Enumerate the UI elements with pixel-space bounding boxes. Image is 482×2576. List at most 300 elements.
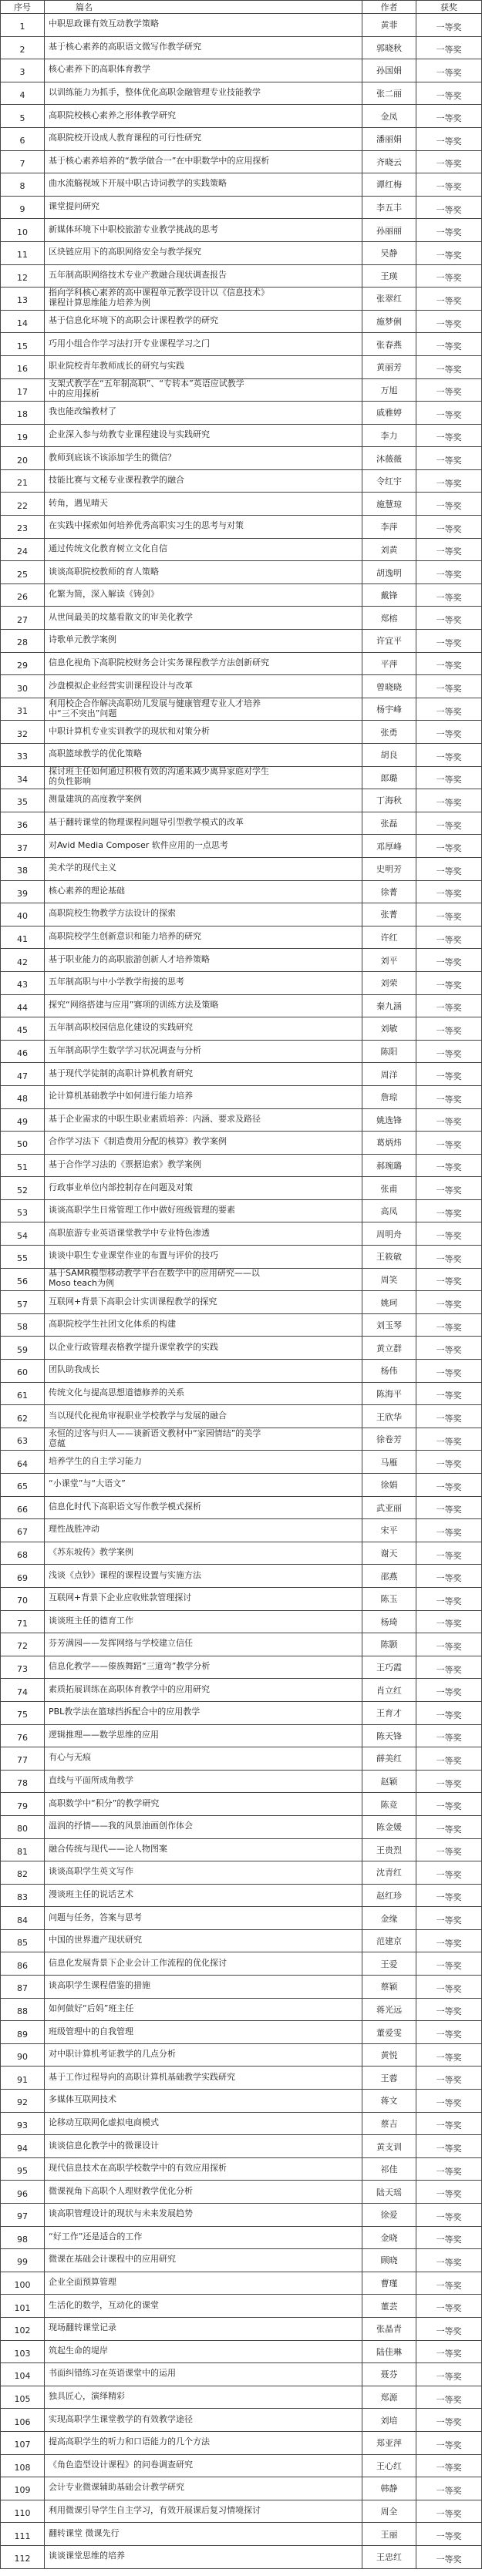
row-index: 85 <box>1 1930 45 1952</box>
table-row <box>1 447 482 470</box>
row-index: 88 <box>1 1999 45 2021</box>
row-award: 一等奖 <box>416 2158 482 2181</box>
table-row <box>1 1063 482 1086</box>
row-title: 微课视角下高职个人理财教学优化分析 <box>45 2181 362 2203</box>
row-author: 徐爱 <box>362 2204 416 2226</box>
table-row <box>1 1976 482 1999</box>
row-title: 五年制高职学生数学学习状况调查与分析 <box>45 1041 362 1063</box>
row-title: 核心素养下的高职体育教学 <box>45 59 362 82</box>
row-index: 48 <box>1 1086 45 1108</box>
table-row <box>1 356 482 379</box>
table-row <box>1 1588 482 1611</box>
row-title: 传统文化与提高思想道德修养的关系 <box>45 1383 362 1405</box>
row-title: 问题与任务，答案与思考 <box>45 1907 362 1929</box>
row-title: 基于现代学徒制的高职计算机教育研究 <box>45 1063 362 1085</box>
table-row <box>1 59 482 82</box>
row-author: 周洋 <box>362 1063 416 1085</box>
row-award: 一等奖 <box>416 789 482 812</box>
row-award: 一等奖 <box>416 1611 482 1633</box>
table-row <box>1 2067 482 2090</box>
row-title: 五年制高职与中小学教学衔接的思考 <box>45 972 362 994</box>
table-row <box>1 242 482 265</box>
row-index: 102 <box>1 2318 45 2340</box>
row-title: 诗歌单元教学案例 <box>45 630 362 652</box>
row-award: 一等奖 <box>416 447 482 469</box>
table-row <box>1 37 482 60</box>
row-author: 黄支训 <box>362 2135 416 2157</box>
row-author: 陈海平 <box>362 1383 416 1405</box>
row-index: 111 <box>1 2523 45 2545</box>
row-title: 高职院校学生创新意识和能力培养的研究 <box>45 926 362 949</box>
row-award: 一等奖 <box>416 2249 482 2272</box>
row-index: 49 <box>1 1109 45 1132</box>
row-title: 信息化时代下高职语文写作教学模式探析 <box>45 1497 362 1519</box>
row-author: 谢天 <box>362 1542 416 1565</box>
row-author: 周明舟 <box>362 1222 416 1245</box>
row-index: 62 <box>1 1405 45 1428</box>
row-award: 一等奖 <box>416 949 482 971</box>
row-author: 王育才 <box>362 1702 416 1724</box>
table-row <box>1 2090 482 2113</box>
table-row <box>1 1132 482 1155</box>
row-award: 一等奖 <box>416 1360 482 1382</box>
row-author: 许红 <box>362 926 416 949</box>
row-author: 刘玉琴 <box>362 1314 416 1337</box>
row-author: 董芸 <box>362 2295 416 2317</box>
row-title: 对Avid Media Composer 软件应用的一点思考 <box>45 835 362 857</box>
table-row <box>1 265 482 288</box>
table-row <box>1 1428 482 1451</box>
row-author: 戚雅婷 <box>362 402 416 424</box>
table-row <box>1 2181 482 2204</box>
row-award: 一等奖 <box>416 1930 482 1952</box>
row-title: 谈谈高职院校教师的育人策略 <box>45 561 362 583</box>
row-award: 一等奖 <box>416 1861 482 1884</box>
row-author: 赵红珍 <box>362 1885 416 1907</box>
row-award: 一等奖 <box>416 37 482 59</box>
row-index: 44 <box>1 995 45 1017</box>
row-award: 一等奖 <box>416 1017 482 1040</box>
table-row <box>1 858 482 881</box>
row-title: 团队助我成长 <box>45 1360 362 1382</box>
table-row <box>1 1269 482 1292</box>
row-index: 28 <box>1 630 45 652</box>
row-title: 基于职业能力的高职旅游创新人才培养策略 <box>45 949 362 971</box>
row-author: 谭红梅 <box>362 173 416 196</box>
row-award: 一等奖 <box>416 1725 482 1747</box>
row-award: 一等奖 <box>416 653 482 675</box>
row-author: 许宜平 <box>362 630 416 652</box>
table-row <box>1 1565 482 1588</box>
row-author: 祁佳 <box>362 2158 416 2181</box>
row-award: 一等奖 <box>416 1405 482 1428</box>
table-row <box>1 2477 482 2500</box>
table-header <box>1 0 482 14</box>
row-author: 徐卷芳 <box>362 1428 416 1451</box>
row-award: 一等奖 <box>416 2135 482 2157</box>
row-index: 108 <box>1 2455 45 2477</box>
row-index: 26 <box>1 584 45 607</box>
row-title: 职业院校青年教师成长的研究与实践 <box>45 356 362 378</box>
row-award: 一等奖 <box>416 2409 482 2431</box>
table-row <box>1 812 482 836</box>
row-author: 周笑 <box>362 1269 416 1291</box>
row-author: 沐薇薇 <box>362 447 416 469</box>
row-award: 一等奖 <box>416 219 482 241</box>
row-award: 一等奖 <box>416 1200 482 1222</box>
row-author: 刘黄 <box>362 539 416 561</box>
row-index: 54 <box>1 1222 45 1245</box>
row-index: 79 <box>1 1793 45 1815</box>
row-title: 支架式教学在“五年制高职”、“专转本”英语应试教学 中的应用探析 <box>45 379 362 402</box>
row-author: 邓厚峰 <box>362 835 416 857</box>
row-author: 吴静 <box>362 242 416 264</box>
table-row <box>1 1907 482 1930</box>
row-title: 基于翻转课堂的物理课程问题导引型教学模式的改革 <box>45 812 362 835</box>
row-title: 美术学的现代主义 <box>45 858 362 880</box>
row-index: 58 <box>1 1314 45 1337</box>
row-author: 陆佳琳 <box>362 2341 416 2363</box>
table-row <box>1 197 482 220</box>
row-award: 一等奖 <box>416 2432 482 2454</box>
row-award: 一等奖 <box>416 1702 482 1724</box>
row-index: 106 <box>1 2409 45 2431</box>
row-award: 一等奖 <box>416 1633 482 1656</box>
row-award: 一等奖 <box>416 2318 482 2340</box>
table-row <box>1 1177 482 1200</box>
row-index: 78 <box>1 1771 45 1793</box>
row-author: 黄悦 <box>362 2044 416 2067</box>
row-award: 一等奖 <box>416 2341 482 2363</box>
row-index: 25 <box>1 561 45 583</box>
row-award: 一等奖 <box>416 1839 482 1861</box>
row-author: 葛炳炜 <box>362 1132 416 1154</box>
row-author: 张勇 <box>362 721 416 743</box>
row-title: 巧用小组合作学习法打开专业课程学习之门 <box>45 333 362 355</box>
row-index: 51 <box>1 1155 45 1177</box>
row-index: 52 <box>1 1177 45 1199</box>
row-award: 一等奖 <box>416 1588 482 1610</box>
row-author: 张二丽 <box>362 82 416 105</box>
row-award: 一等奖 <box>416 995 482 1017</box>
table-row <box>1 1679 482 1702</box>
row-award: 一等奖 <box>416 1771 482 1793</box>
table-row <box>1 1519 482 1542</box>
row-title: 会计专业微课辅助基础会计教学研究 <box>45 2477 362 2500</box>
row-author: 郝琬璐 <box>362 1155 416 1177</box>
row-index: 1 <box>1 14 45 36</box>
row-award: 一等奖 <box>416 1542 482 1565</box>
row-title: 转角，遇见晴天 <box>45 493 362 515</box>
table-row <box>1 1861 482 1885</box>
row-index: 82 <box>1 1861 45 1884</box>
row-author: 曹瑾 <box>362 2272 416 2295</box>
row-title: 当以现代化视角审视职业学校教学与发展的融合 <box>45 1405 362 1428</box>
row-award: 一等奖 <box>416 767 482 789</box>
row-award: 一等奖 <box>416 2021 482 2043</box>
table-row <box>1 2386 482 2410</box>
table-row <box>1 2341 482 2364</box>
row-author: 武亚丽 <box>362 1497 416 1519</box>
table-row <box>1 903 482 926</box>
row-title: 基于合作学习法的《票据追索》教学案例 <box>45 1155 362 1177</box>
table-row <box>1 1474 482 1497</box>
row-author: 胡良 <box>362 744 416 766</box>
row-author: 张春燕 <box>362 333 416 355</box>
row-award: 一等奖 <box>416 744 482 766</box>
row-index: 23 <box>1 516 45 538</box>
table-row <box>1 1999 482 2022</box>
table-row <box>1 1155 482 1178</box>
row-title: 对中职计算机考证教学的几点分析 <box>45 2044 362 2067</box>
row-author: 肖立红 <box>362 1679 416 1701</box>
row-author: 张晶青 <box>362 2318 416 2340</box>
row-title: 书面纠错练习在英语课堂中的运用 <box>45 2363 362 2386</box>
header-award: 获奖 <box>416 1 482 13</box>
table-row <box>1 767 482 790</box>
row-index: 66 <box>1 1497 45 1519</box>
row-index: 14 <box>1 311 45 333</box>
row-title: 芬芳满园——发挥网络与学校建立信任 <box>45 1633 362 1656</box>
table-row <box>1 2227 482 2250</box>
row-title: 有心与无痕 <box>45 1747 362 1770</box>
row-title: 核心素养的理论基础 <box>45 881 362 903</box>
row-index: 24 <box>1 539 45 561</box>
row-author: 高凤 <box>362 1200 416 1222</box>
row-award: 一等奖 <box>416 425 482 447</box>
row-title: 生活化的数学，互动化的课堂 <box>45 2295 362 2317</box>
row-index: 101 <box>1 2295 45 2317</box>
row-award: 一等奖 <box>416 242 482 264</box>
row-award: 一等奖 <box>416 2090 482 2112</box>
row-author: 潘丽娟 <box>362 128 416 150</box>
table-row <box>1 470 482 493</box>
row-author: 郭晓秋 <box>362 37 416 59</box>
row-author: 郎璐 <box>362 767 416 789</box>
table-row <box>1 219 482 242</box>
table-row <box>1 288 482 311</box>
row-award: 一等奖 <box>416 698 482 721</box>
row-award: 一等奖 <box>416 1383 482 1405</box>
row-index: 104 <box>1 2363 45 2386</box>
header-title: 篇名 <box>45 1 362 13</box>
row-author: 聂芬 <box>362 2363 416 2386</box>
row-award: 一等奖 <box>416 607 482 629</box>
table-row <box>1 675 482 698</box>
row-author: 黄菲 <box>362 14 416 36</box>
row-author: 李力 <box>362 425 416 447</box>
row-title: 提高高职学生的听力和口语能力的几个方法 <box>45 2432 362 2454</box>
row-title: 测量建筑的高度教学案例 <box>45 789 362 812</box>
row-award: 一等奖 <box>416 82 482 105</box>
row-author: 杨伟 <box>362 1360 416 1382</box>
row-author: 范建京 <box>362 1930 416 1952</box>
row-index: 67 <box>1 1519 45 1542</box>
table-row <box>1 1497 482 1520</box>
row-index: 70 <box>1 1588 45 1610</box>
row-author: 顾晓 <box>362 2249 416 2272</box>
row-title: 信息化教学——傣族舞蹈“三道弯”教学分析 <box>45 1656 362 1679</box>
row-index: 107 <box>1 2432 45 2454</box>
table-row <box>1 2113 482 2136</box>
row-title: 技能比赛与文秘专业课程教学的融合 <box>45 470 362 493</box>
table-row <box>1 949 482 972</box>
row-title: 高职旅游专业英语课堂教学中专业特色渗透 <box>45 1222 362 1245</box>
row-award: 一等奖 <box>416 493 482 515</box>
table-row <box>1 1633 482 1656</box>
row-author: 薛美红 <box>362 1747 416 1770</box>
row-author: 赵颖 <box>362 1771 416 1793</box>
row-index: 41 <box>1 926 45 949</box>
row-index: 64 <box>1 1451 45 1473</box>
table-row <box>1 2546 482 2569</box>
row-index: 61 <box>1 1383 45 1405</box>
row-index: 21 <box>1 470 45 493</box>
row-author: 詹琼 <box>362 1086 416 1108</box>
row-title: 直线与平面所成角教学 <box>45 1771 362 1793</box>
table-row <box>1 311 482 334</box>
row-index: 27 <box>1 607 45 629</box>
row-title: 谈谈高职学生英文写作 <box>45 1861 362 1884</box>
table-row <box>1 1109 482 1132</box>
table-row <box>1 1725 482 1748</box>
table-row <box>1 561 482 584</box>
row-index: 110 <box>1 2500 45 2523</box>
row-title: 曲水流觞视域下开展中职古诗词教学的实践策略 <box>45 173 362 196</box>
row-title: 谈谈信息化教学中的微课设计 <box>45 2135 362 2157</box>
table-row <box>1 1885 482 1908</box>
row-award: 一等奖 <box>416 1952 482 1975</box>
row-index: 93 <box>1 2113 45 2135</box>
row-title: 论移动互联网化虚拟电商模式 <box>45 2113 362 2135</box>
row-index: 30 <box>1 675 45 698</box>
row-index: 98 <box>1 2227 45 2249</box>
table-row <box>1 1405 482 1428</box>
row-index: 84 <box>1 1907 45 1929</box>
row-title: 独具匠心，演绎精彩 <box>45 2386 362 2409</box>
row-award: 一等奖 <box>416 402 482 424</box>
row-author: 金晓 <box>362 2227 416 2249</box>
row-index: 69 <box>1 1565 45 1587</box>
row-title: 化繁为简，深入解读《铸剑》 <box>45 584 362 607</box>
row-index: 96 <box>1 2181 45 2203</box>
table-row <box>1 82 482 106</box>
row-index: 39 <box>1 881 45 903</box>
table-row <box>1 2204 482 2227</box>
row-author: 孙丽丽 <box>362 219 416 241</box>
row-index: 35 <box>1 789 45 812</box>
row-author: 王蓉 <box>362 2067 416 2089</box>
table-row <box>1 607 482 630</box>
row-award: 一等奖 <box>416 1999 482 2021</box>
table-row <box>1 1542 482 1565</box>
table-row <box>1 995 482 1018</box>
table-row <box>1 2409 482 2432</box>
table-row <box>1 1086 482 1109</box>
row-author: 陈颢 <box>362 1633 416 1656</box>
row-title: 企业全面预算管理 <box>45 2272 362 2295</box>
row-title: 基于企业需求的中职生职业素质培养：内涵、要求及路径 <box>45 1109 362 1132</box>
row-title: 合作学习法下《制造费用分配的核算》教学案例 <box>45 1132 362 1154</box>
table-row <box>1 584 482 607</box>
row-award: 一等奖 <box>416 926 482 949</box>
row-award: 一等奖 <box>416 2044 482 2067</box>
table-row <box>1 1611 482 1634</box>
row-award: 一等奖 <box>416 333 482 355</box>
row-award: 一等奖 <box>416 288 482 310</box>
row-title: 以训练能力为抓手，整体优化高职金融管理专业技能教学 <box>45 82 362 105</box>
row-award: 一等奖 <box>416 1337 482 1359</box>
row-award: 一等奖 <box>416 835 482 857</box>
header-index: 序号 <box>1 1 45 13</box>
table-row <box>1 379 482 402</box>
table-row <box>1 2500 482 2524</box>
row-index: 91 <box>1 2067 45 2089</box>
row-award: 一等奖 <box>416 1565 482 1587</box>
table-row <box>1 835 482 858</box>
row-author: 徐菁 <box>362 881 416 903</box>
row-author: 王心红 <box>362 2455 416 2477</box>
row-index: 19 <box>1 425 45 447</box>
row-author: 孙国娟 <box>362 59 416 82</box>
row-author: 陈金媛 <box>362 1816 416 1838</box>
row-index: 100 <box>1 2272 45 2295</box>
table-row <box>1 1839 482 1862</box>
row-title: 利用校企合作解决高职幼儿发展与健康管理专业人才培养 中“三不突出”问题 <box>45 698 362 721</box>
table-row <box>1 516 482 539</box>
row-author: 蒋光远 <box>362 1999 416 2021</box>
row-index: 22 <box>1 493 45 515</box>
table-row <box>1 2135 482 2158</box>
row-index: 40 <box>1 903 45 926</box>
row-award: 一等奖 <box>416 1679 482 1701</box>
row-author: 宋平 <box>362 1519 416 1542</box>
row-index: 34 <box>1 767 45 789</box>
row-title: 理性战胜冲动 <box>45 1519 362 1542</box>
row-index: 80 <box>1 1816 45 1838</box>
row-title: 融合传统与现代——论人物图案 <box>45 1839 362 1861</box>
row-index: 36 <box>1 812 45 835</box>
table-row <box>1 1041 482 1064</box>
row-index: 15 <box>1 333 45 355</box>
row-author: 郑源 <box>362 2386 416 2409</box>
row-title: 五年制高职网络技术专业产教融合现状调查报告 <box>45 265 362 288</box>
row-author: 张磊 <box>362 812 416 835</box>
row-award: 一等奖 <box>416 151 482 173</box>
row-award: 一等奖 <box>416 1155 482 1177</box>
row-author: 王巧霞 <box>362 1656 416 1679</box>
row-author: 李五丰 <box>362 197 416 219</box>
row-award: 一等奖 <box>416 1086 482 1108</box>
row-index: 53 <box>1 1200 45 1222</box>
row-author: 邵燕 <box>362 1565 416 1587</box>
row-index: 56 <box>1 1269 45 1291</box>
row-author: 刘荣 <box>362 972 416 994</box>
table-row <box>1 1747 482 1771</box>
row-index: 75 <box>1 1702 45 1724</box>
row-title: 温润的抒情——我的风景油画创作体会 <box>45 1816 362 1838</box>
row-award: 一等奖 <box>416 2363 482 2386</box>
row-title: 论计算机基础教学中如何进行能力培养 <box>45 1086 362 1108</box>
table-row <box>1 1337 482 1360</box>
row-award: 一等奖 <box>416 2455 482 2477</box>
row-title: 以企业行政管理表格教学提升课堂教学的实践 <box>45 1337 362 1359</box>
table-row <box>1 2455 482 2478</box>
row-award: 一等奖 <box>416 1519 482 1542</box>
table-row <box>1 402 482 425</box>
row-title: 高职院校学生社团文化体系的构建 <box>45 1314 362 1337</box>
row-title: 谈谈中职生专业课堂作业的布置与评价的技巧 <box>45 1246 362 1268</box>
